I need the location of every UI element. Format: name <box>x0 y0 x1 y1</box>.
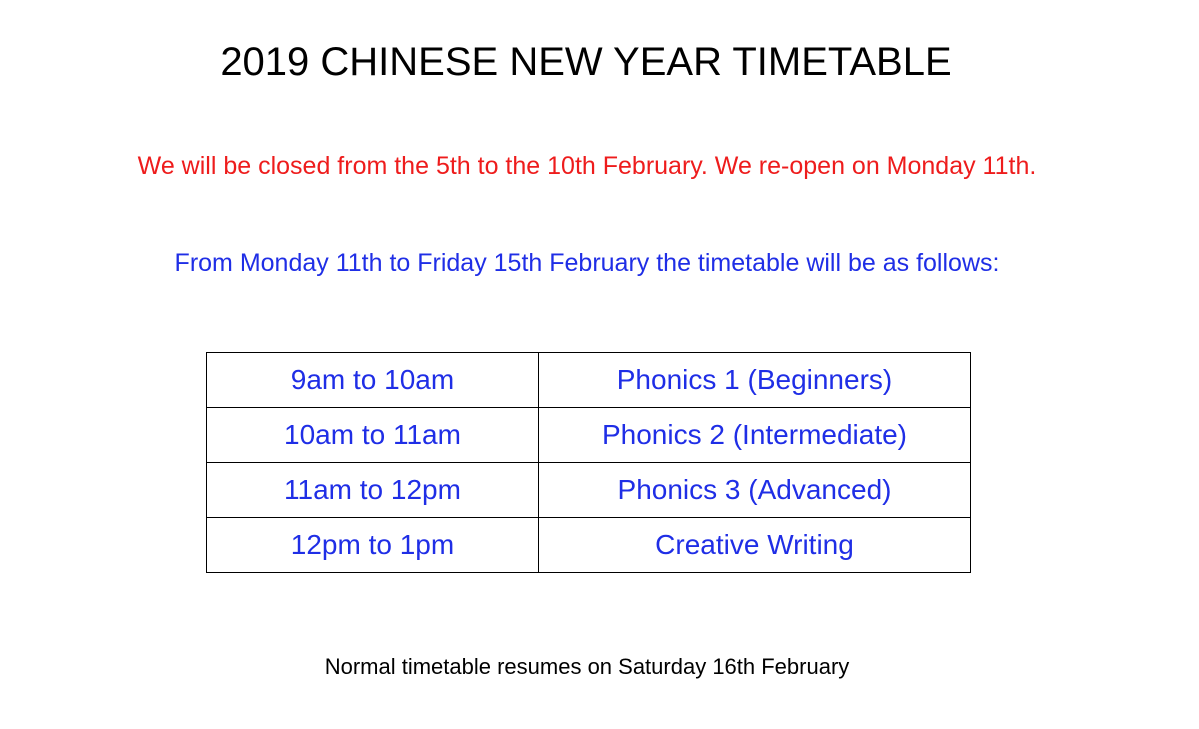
class-cell: Phonics 2 (Intermediate) <box>539 408 971 463</box>
timetable <box>206 352 971 573</box>
closure-notice: We will be closed from the 5th to the 10th February. We re-open on Monday 11th. <box>137 152 1037 180</box>
resume-note: Normal timetable resumes on Saturday 16th February <box>324 654 850 679</box>
table-row <box>207 463 971 518</box>
page-title: 2019 CHINESE NEW YEAR TIMETABLE <box>220 40 952 84</box>
class-cell: Phonics 1 (Beginners) <box>539 353 971 408</box>
time-cell: 10am to 11am <box>207 408 539 463</box>
class-cell: Phonics 3 (Advanced) <box>539 463 971 518</box>
table-row <box>207 353 971 408</box>
table-row <box>207 518 971 573</box>
time-cell: 11am to 12pm <box>207 463 539 518</box>
time-cell: 9am to 10am <box>207 353 539 408</box>
class-cell: Creative Writing <box>539 518 971 573</box>
timetable-intro: From Monday 11th to Friday 15th February the timetable will be as follows: <box>174 249 1000 277</box>
time-cell: 12pm to 1pm <box>207 518 539 573</box>
table-row <box>207 408 971 463</box>
